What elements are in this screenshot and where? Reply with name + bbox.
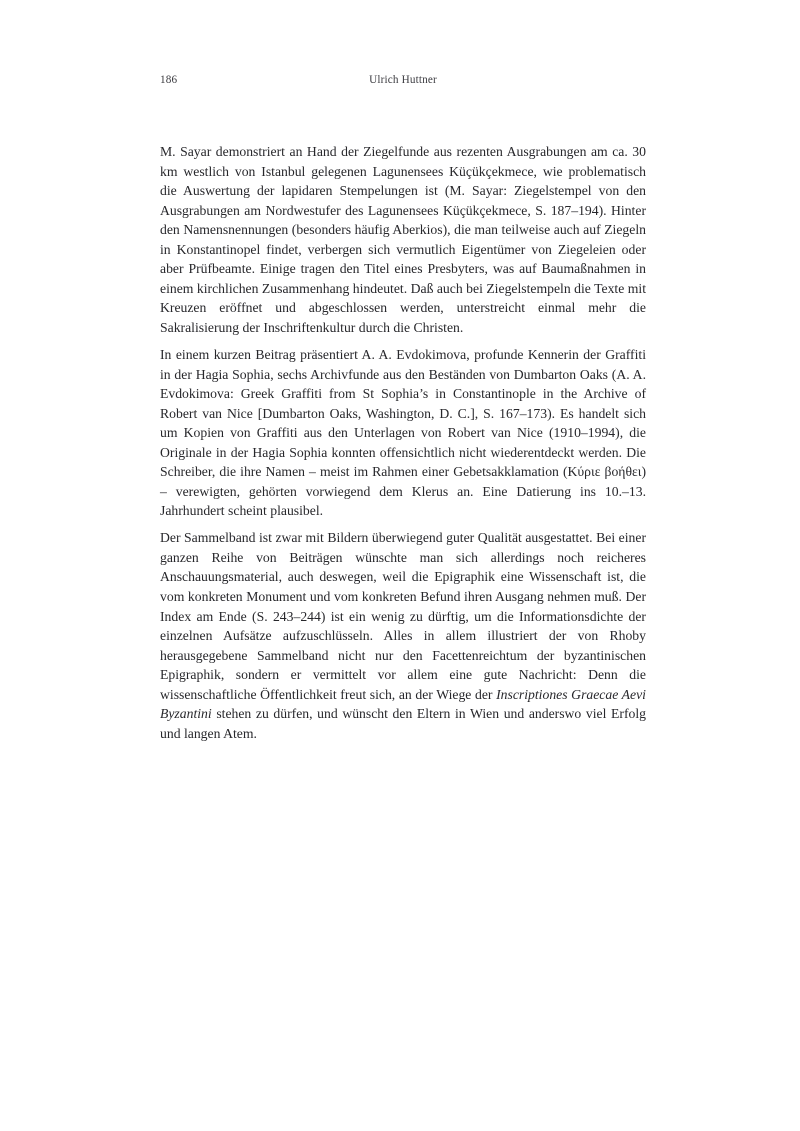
paragraph-3 bbox=[160, 528, 646, 743]
paragraph-3-text-after-title: stehen zu dürfen, und wünscht den Eltern in Wien und anderswo viel Erfolg und langen Atem. bbox=[160, 706, 646, 741]
series-title-italic: Inscriptiones Graecae Aevi Byzantini bbox=[160, 686, 646, 722]
greek-acclamation: Κύριε βοήθει bbox=[567, 464, 642, 480]
paragraph-2-text-before-greek: In einem kurzen Beitrag präsentiert A. A. Evdokimova, profunde Kennerin der Graffiti in der Hagia Sophia, sechs Archivfunde aus den Beständen von Dumbarton Oaks (A. A. Evdokimova: Greek Graffiti from St Sophia’s in Constantinople in the Archive of Robert van Nice [Dumbarton Oaks, Washington, D. C.], S. 167–173). Es handelt sich um Kopien von Graffiti aus den Unterlagen von Robert van Nice (1910–1994), die Originale in der Hagia Sophia konnten offensichtlich nicht wiederentdeckt werden. Die Schreiber, die ihre Namen – meist im Rahmen einer Gebetsakklamation ( bbox=[160, 346, 646, 480]
body-text-column bbox=[160, 142, 646, 743]
paragraph-2-text-after-greek: ) – verewigten, gehörten vorwiegend dem Klerus an. Eine Datierung ins 10.–13. Jahrhundert scheint plausibel. bbox=[160, 464, 647, 519]
paragraph-2 bbox=[160, 345, 646, 521]
page-header bbox=[160, 74, 646, 90]
running-head-title: Ulrich Huttner bbox=[369, 74, 437, 86]
paragraph-3-text-before-title: Der Sammelband ist zwar mit Bildern überwiegend guter Qualität ausgestattet. Bei einer ganzen Reihe von Beiträgen wünschte man sich allerdings noch reicheres Anschauungsmaterial, auch deswegen, weil die Epigraphik eine Wissenschaft ist, die vom konkreten Monument und vom konkreten Befund ihren Ausgang nehmen muß. Der Index am Ende (S. 243–244) ist ein wenig zu dürftig, um die Informationsdichte der einzelnen Aufsätze aufzuschlüsseln. Alles in allem illustriert der von Rhoby herausgegebene Sammelband nicht nur den Facettenreichtum der byzantinischen Epigraphik, sondern er vermittelt vor allem eine gute Nachricht: Denn die wissenschaftliche Öffentlichkeit freut sich, an der Wiege der bbox=[160, 530, 646, 702]
paragraph-1: M. Sayar demonstriert an Hand der Ziegelfunde aus rezenten Ausgrabungen am ca. 30 km westlich von Istanbul gelegenen Lagunensees Küçükçekmece, wie problematisch die Auswertung der lapidaren Stempelungen ist (M. Sayar: Ziegelstempel von den Ausgrabungen am Nordwestufer des Lagunensees Küçükçekmece, S. 187–194). Hinter den Namensnennungen (besonders häufig Aberkios), die man teilweise auch auf Ziegeln in Konstantinopel findet, verbergen sich vermutlich Eigentümer von Ziegeleien oder aber Prüfbeamte. Einige tragen den Titel eines Presbyters, was auf Baumaßnahmen in einem kirchlichen Zusammenhang hindeutet. Daß auch bei Ziegelstempeln die Texte mit Kreuzen eröffnet und abgeschlossen werden, unterstreicht einmal mehr die Sakralisierung der Inschriftenkultur durch die Christen. bbox=[160, 144, 646, 335]
page-number: 186 bbox=[160, 74, 178, 86]
